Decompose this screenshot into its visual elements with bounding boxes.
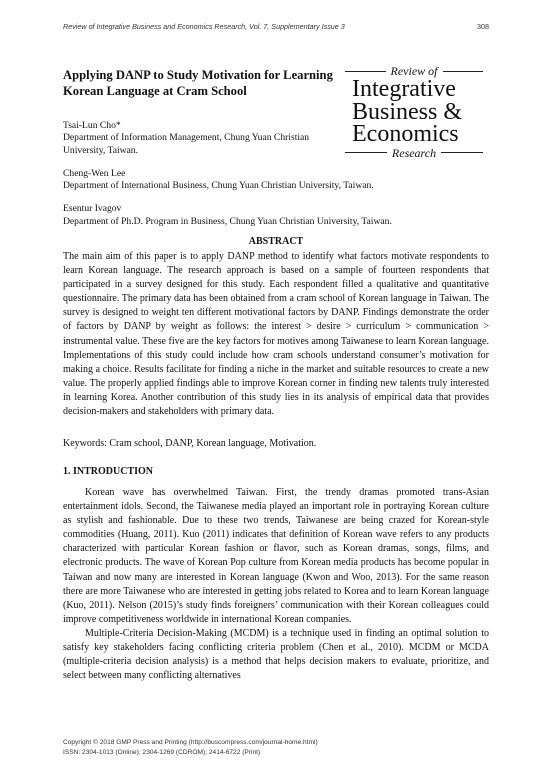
abstract-body: The main aim of this paper is to apply DANP method to identify what factors motivate respondents to learn Korean language. The research approach is based on a sample of fourteen respondents that participated in a survey designed for this study. Each respondent filled a qualitative and quantitative questionnaire. The primary data has been obtained from a cram school of Korean language in Taiwan. The survey is designed to weight ten different motivational factors by DANP. Findings demonstrate the order of factors by DANP by weight as follows: the interest > desire > curriculum > communication > instrumental value. These five are the key factors for motives among Taiwanese to learn Korean language. Implementations of this study could include how cram schools understand consumer’s motivation for making a choice. Results facilitate for finding a niche in the market and suitable resources to create a new value. The properly applied findings able to improve Korean corner in finding new talents truly interested in learning Korea. Another contribution of this study lies in its analysis of empirical data that provides decision-makers and stakeholders with primary data.: [63, 251, 489, 418]
author-name: Tsai-Lun Cho*: [63, 120, 121, 131]
running-head: [63, 22, 489, 31]
logo-top-text: Review of: [390, 64, 438, 78]
author-affiliation: Department of Ph.D. Program in Business, Chung Yuan Christian University, Taiwan.: [63, 215, 392, 227]
author-affiliation: Department of International Business, Chung Yuan Christian University, Taiwan.: [63, 180, 374, 192]
logo-rule: [345, 71, 386, 72]
author-name: Esentur Ivagov: [63, 203, 122, 215]
paragraph: Korean wave has overwhelmed Taiwan. First, the trendy dramas promoted trans-Asian entertainment idols. Second, the Taiwanese media played an important role in portraying Korean culture as stylish and fashionable. Due to these two trends, Taiwanese are being crazed for Korean-style commodities (Huang, 2011). Kuo (2011) indicates that definition of Korean wave refers to any products characterized with particular Korean fashion or flavor, such as Korean dramas, songs, films, and electronic products. The wave of Korean Pop culture from Korean media products has become popular in Taiwan and now many are interested in Korean language (Kwon and Woo, 2013). For the same reason there are more Taiwanese who are interested in getting jobs related to Korea and to learn Korean language (Kuo, 2011). Nelson (2015)’s study finds foreigners’ communication with their Korean colleagues could improve competitiveness worldwide in international Korean companies.: [63, 487, 489, 625]
copyright-line: Copyright © 2018 GMP Press and Printing (http://buscompress.com/journal-home.html): [63, 739, 318, 746]
author-block: [63, 168, 489, 193]
author-name: Cheng-Wen Lee: [63, 167, 126, 179]
author-list: [63, 120, 489, 239]
page-number: 308: [477, 22, 489, 31]
introduction-body: [63, 486, 489, 683]
logo-word-1: Integrative: [352, 76, 456, 102]
logo-rule: [443, 71, 484, 72]
paper-title: Applying DANP to Study Motivation for Learning Korean Language at Cram School: [63, 68, 333, 98]
logo-word-3: Economics: [352, 121, 459, 147]
journal-name: Review of Integrative Business and Economics Research, Vol. 7, Supplementary Issue 3: [63, 22, 345, 31]
logo-word-2: Business &: [352, 98, 463, 125]
logo-bottom-text: Research: [391, 145, 437, 160]
author-block: [63, 203, 489, 228]
keywords: Keywords: Cram school, DANP, Korean language, Motivation.: [63, 438, 317, 449]
abstract-heading: ABSTRACT: [248, 236, 304, 247]
footer: [63, 738, 489, 757]
author-affiliation: Department of Information Management, Chung Yuan Christian University, Taiwan.: [63, 132, 310, 156]
author-block: [63, 120, 489, 157]
issn-line: ISSN: 2304-1013 (Online); 2304-1269 (CDROM); 2414-6722 (Print): [63, 748, 261, 756]
section-heading: 1. INTRODUCTION: [63, 466, 154, 477]
paragraph: Multiple-Criteria Decision-Making (MCDM) is a technique used in finding an optimal solution to satisfy key stakeholders facing conflicting criteria problem (Chen et al., 2010). MCDM or MCDA (multiple-criteria decision analysis) is a method that helps decision makers to evaluate, prioritize, and select between many conflicting alternatives: [63, 627, 489, 682]
